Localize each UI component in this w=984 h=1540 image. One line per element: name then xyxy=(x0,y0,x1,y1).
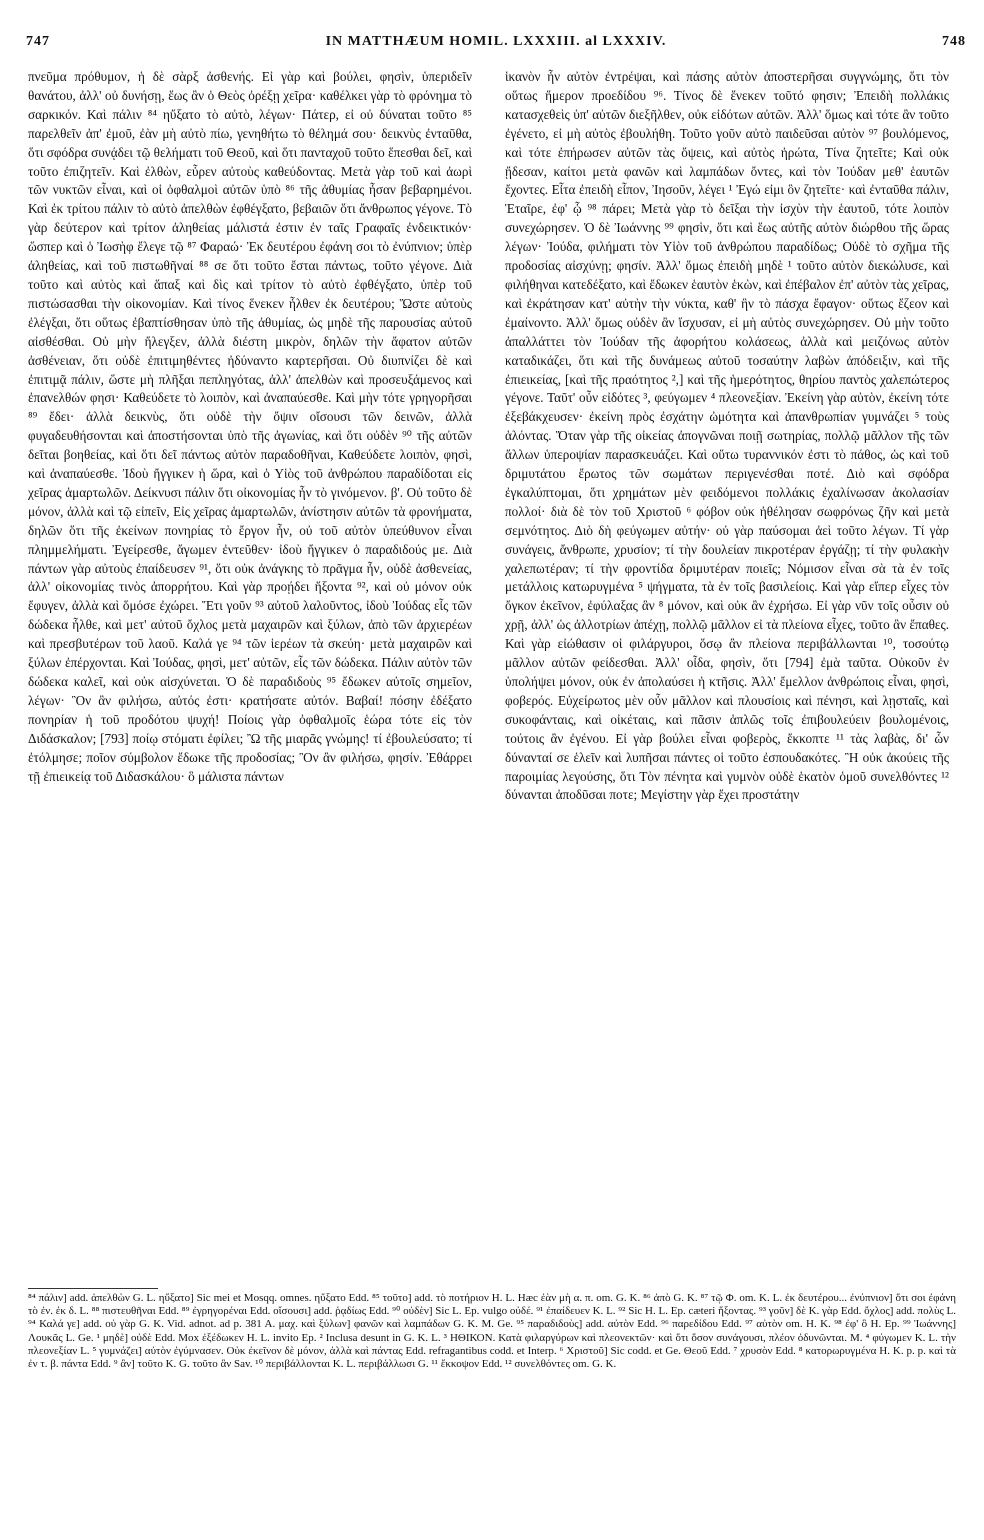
footnotes-text: ⁸⁴ πάλιν] add. ἀπελθὼν G. L. ηὔξατο] Sic mei et Mosqq. omnes. ηὔξατο Edd. ⁸⁵ τοῦτο] add. τὸ ποτήριον H. L. Hæc ἐὰν μὴ α. π. om. G. K. ⁸⁶ ἀπὸ G. K. ⁸⁷ τῷ Φ. om. K. L. ἐκ δευτέρου... ἐνύπνιον] ὅτι σοι ἐφάνη τὸ ἐν. ἐκ δ. L. ⁸⁸ πιστευθῆναι Edd. ⁸⁹ ἐγρηγορέναι Edd. οἴσουσι] add. ῥᾳδίως Edd. ⁹⁰ οὐδὲν] Sic L. Ep. vulgo οὐδέ. ⁹¹ ἐπαίδευεν K. L. ⁹² Sic H. L. Ep. cæteri ἥξοντας. ⁹³ γοῦν] δὲ K. γὰρ Edd. ὄχλος] add. πολὺς L. ⁹⁴ Καλά γε] add. οὐ γὰρ G. K. Vid. adnot. ad p. 381 A. μαχ. καὶ ξύλων] φανῶν καὶ λαμπάδων G. K. M. Ge. ⁹⁵ παραδιδοὺς] add. αὐτὸν Edd. ⁹⁶ παρεδίδου Edd. ⁹⁷ αὐτὸν om. H. K. ⁹⁸ ἐφ' ὃ H. Ep. ⁹⁹ Ἰωάννης] Λουκᾶς L. Ge. ¹ μηδὲ] οὐδὲ Edd. Mox ἐξέδωκεν H. L. invito Ep. ² Inclusa desunt in G. K. L. ³ ΗΘΙΚΟΝ. Κατὰ φιλαργύρων καὶ πλεονεκτῶν· καὶ ὅτι ὅσον συνάγουσι, πλέον ὀδυνῶνται. M. ⁴ φύγωμεν K. L. τὴν πλεονεξίαν L. ⁵ γυμνάζει] αὐτὸν ἐγύμνασεν. Οὐκ ἐκεῖνον δὲ μόνον, ἀλλὰ καὶ πάντας Edd. refragantibus codd. et Interp. ⁶ Χριστοῦ] Sic codd. et Ge. Θεοῦ Edd. ⁷ χρυσὸν Edd. ⁸ κατορωρυγμένα H. K. p. p. καὶ τὰ ἐν τ. β. πάντα Edd. ⁹ ἂν] τοῦτο K. G. τοῦτο ἂν Sav. ¹⁰ περιβάλλονται K. L. περιβάλλωσι G. ¹¹ ἔκκοψον Edd. ¹² συνελθόντες om. G. K. xyxy=(28,1292,956,1371)
footnote-rule xyxy=(28,1288,158,1289)
left-column-text: πνεῦμα πρόθυμον, ἡ δὲ σὰρξ ἀσθενής. Εἰ γὰρ καὶ βούλει, φησὶν, ὑπεριδεῖν θανάτου, ἀλλ' οὐ δυνήσῃ, ἕως ἂν ὁ Θεὸς ὀρέξῃ χεῖρα· καθέλκει γὰρ τὸ φρόνημα τὸ σαρκικόν. Καὶ πάλιν ⁸⁴ ηὔξατο τὸ αὐτὸ, λέγων· Πάτερ, εἰ οὐ δύναται τοῦτο ⁸⁵ παρελθεῖν ἀπ' ἐμοῦ, ἐὰν μὴ αὐτὸ πίω, γενηθήτω τὸ θέλημά σου· δεικνὺς ἐνταῦθα, ὅτι σφόδρα συνᾴδει τῷ θελήματι τοῦ Θεοῦ, καὶ ὅτι πανταχοῦ τοῦτο ἕπεσθαι δεῖ, καὶ τοῦτο ἐπιζητεῖν. Καὶ ἐλθὼν, εὗρεν αὐτοὺς καθεύδοντας. Μετὰ γὰρ τοῦ καὶ ἀωρὶ τῶν νυκτῶν εἶναι, καὶ οἱ ὀφθαλμοὶ αὐτῶν ὑπὸ ⁸⁶ τῆς ἀθυμίας ἦσαν βεβαρημένοι. Καὶ ἐκ τρίτου πάλιν τὸ αὐτὸ ἀπελθὼν ἐφθέγξατο, βεβαιῶν ὅτι ἄνθρωπος γέγονε. Τὸ γὰρ δεύτερον καὶ τρίτον ἀληθείας μάλιστά ἐστιν ἐν ταῖς Γραφαῖς ἐνδεικτικόν· ὥσπερ καὶ ὁ Ἰωσὴφ ἔλεγε τῷ ⁸⁷ Φαραώ· Ἐκ δευτέρου ἐφάνη σοι τὸ ἐνύπνιον; ὑπὲρ ἀληθείας, καὶ τοῦ πιστωθῆναί ⁸⁸ σε ὅτι τοῦτο ἔσται πάντως, τοῦτο γέγονε. Διὰ τοῦτο καὶ αὐτὸς καὶ ἅπαξ καὶ δὶς καὶ τρίτον τὸ αὐτὸ ἐφθέγξατο, ὑπὲρ τοῦ πιστώσασθαι τὴν οἰκονομίαν. Καὶ τίνος ἕνεκεν ἦλθεν ἐκ δευτέρου; Ὥστε αὐτοὺς ἐλέγξαι, ὅτι οὕτως ἐβαπτίσθησαν ὑπὸ τῆς ἀθυμίας, ὡς μηδὲ τῆς παρουσίας αὐτοῦ αἰσθέσθαι. Οὐ μὴν ἤλεγξεν, ἀλλὰ διέστη μικρὸν, δηλῶν τὴν ἄφατον αὐτῶν ἀσθένειαν, ὅτι οὐδὲ ἐπιτιμηθέντες ἠδύναντο καρτερῆσαι. Οὐ διυπνίζει δὲ καὶ ἐπιτιμᾷ πάλιν, ὥστε μὴ πλῆξαι πεπληγότας, ἀλλ' ἀπελθὼν καὶ προσευξάμενος καὶ ἐπανελθών φησι· Καθεύδετε τὸ λοιπὸν, καὶ ἀναπαύεσθε. Καὶ μὴν τότε γρηγορῆσαι ⁸⁹ ἔδει· ἀλλὰ δεικνὺς, ὅτι οὐδὲ τὴν ὄψιν οἴσουσι τῶν δεινῶν, ἀλλὰ φυγαδευθήσονται καὶ ἀποστήσονται ὑπὸ τῆς ἀγωνίας, καὶ ὅτι οὐδὲν ⁹⁰ τῆς αὐτῶν δεῖται βοηθείας, καὶ ὅτι δεῖ πάντως αὐτὸν παραδοθῆναι, Καθεύδετε λοιπὸν, φησὶ, καὶ ἀναπαύεσθε. Ἰδοὺ ἤγγικεν ἡ ὥρα, καὶ ὁ Υἱὸς τοῦ ἀνθρώπου παραδίδοται εἰς χεῖρας ἁμαρτωλῶν. Δείκνυσι πάλιν ὅτι οἰκονομίας ἦν τὸ γινόμενον. β'. Οὐ τοῦτο δὲ μόνον, ἀλλὰ καὶ τῷ εἰπεῖν, Εἰς χεῖρας ἁμαρτωλῶν, ἀνίστησιν αὐτῶν τὰ φρονήματα, δηλῶν ὅτι τῆς ἐκείνων πονηρίας τὸ ἔργον ἦν, οὐ τοῦ αὐτὸν ὑπεύθυνον εἶναι πλημμελήματι. Ἐγείρεσθε, ἄγωμεν ἐντεῦθεν· ἰδοὺ ἤγγικεν ὁ παραδιδούς με. Διὰ πάντων γὰρ αὐτοὺς ἐπαίδευσεν ⁹¹, ὅτι οὐκ ἀνάγκης τὸ πρᾶγμα ἦν, οὐδὲ ἀσθενείας, ἀλλ' οἰκονομίας τινὸς ἀπορρήτου. Καὶ γὰρ προῄδει ἥξοντα ⁹², καὶ οὐ μόνον οὐκ ἔφυγεν, ἀλλὰ καὶ ὅμόσε ἐχώρει. Ἔτι γοῦν ⁹³ αὐτοῦ λαλοῦντος, ἰδοὺ Ἰούδας εἷς τῶν δώδεκα ἦλθε, καὶ μετ' αὐτοῦ ὄχλος μετὰ μαχαιρῶν καὶ ξύλων, ἀπὸ τῶν ἀρχιερέων καὶ πρεσβυτέρων τοῦ λαοῦ. Καλά γε ⁹⁴ τῶν ἱερέων τὰ σκεύη· μετὰ μαχαιρῶν καὶ ξύλων ἐπέρχονται. Καὶ Ἰούδας, φησὶ, μετ' αὐτῶν, εἷς τῶν δώδεκα. Πάλιν αὐτὸν τῶν δώδεκα καλεῖ, καὶ οὐκ αἰσχύνεται. Ὁ δὲ παραδιδοὺς ⁹⁵ ἔδωκεν αὐτοῖς σημεῖον, λέγων· Ὃν ἂν φιλήσω, αὐτός ἐστι· κρατήσατε αὐτόν. Βαβαί! πόσην ἐδέξατο πονηρίαν ἡ τοῦ προδότου ψυχή! Ποίοις γὰρ ὀφθαλμοῖς ἑώρα τότε εἰς τὸν Διδάσκαλον; [793] ποίῳ στόματι ἐφίλει; Ὢ τῆς μιαρᾶς γνώμης! τί ἐβουλεύσατο; τί ἐτόλμησε; ποῖον σύμβολον ἔδωκε τῆς προδοσίας; Ὃν ἂν φιλήσω, φησίν. Ἐθάρρει τῇ ἐπιεικείᾳ τοῦ Διδασκάλου· ὃ μάλιστα πάντων xyxy=(28,69,472,784)
right-column-text: ἱκανὸν ἦν αὐτὸν ἐντρέψαι, καὶ πάσης αὐτὸν ἀποστερῆσαι συγγνώμης, ὅτι τὸν οὕτως ἥμερον προεδίδου ⁹⁶. Τίνος δὲ ἕνεκεν τοῦτό φησιν; Ἐπειδὴ πολλάκις κατασχεθεὶς ὑπ' αὐτῶν διεξῆλθεν, οὐκ εἰδότων αὐτῶν. Ἀλλ' ὅμως καὶ τότε ἂν τοῦτο ἐγένετο, εἰ μὴ αὐτὸς ἐβουλήθη. Τοῦτο γοῦν αὐτὸ παιδεῦσαι αὐτὸν ⁹⁷ βουλόμενος, καὶ τότε ἐπήρωσεν αὐτῶν τὰς ὄψεις, καὶ αὐτὸς ἠρώτα, Τίνα ζητεῖτε; Καὶ οὐκ ᾔδεσαν, καίτοι μετὰ φανῶν καὶ λαμπάδων ὄντες, καὶ τὸν Ἰούδαν μεθ' ἑαυτῶν ἔχοντες. Εἶτα ἐπειδὴ εἶπον, Ἰησοῦν, λέγει ¹ Ἐγώ εἰμι ὃν ζητεῖτε· καὶ ἐνταῦθα πάλιν, Ἑταῖρε, ἐφ' ᾧ ⁹⁸ πάρει; Μετὰ γὰρ τὸ δεῖξαι τὴν ἰσχὺν τὴν ἑαυτοῦ, τότε λοιπὸν συνεχώρησεν. Ὁ δὲ Ἰωάννης ⁹⁹ φησὶν, ὅτι καὶ ἕως αὐτῆς αὐτὸν διώρθου τῆς ὥρας λέγων· Ἰούδα, φιλήματι τὸν Υἱὸν τοῦ ἀνθρώπου παραδίδως; Οὐδὲ τὸ σχῆμα τῆς προδοσίας αἰσχύνῃ; φησίν. Ἀλλ' ὅμως ἐπειδὴ μηδὲ ¹ τοῦτο αὐτὸν διεκώλυσε, καὶ φιλήθηναι κατεδέξατο, καὶ ἔδωκεν ἑαυτὸν ἑκὼν, καὶ ἐπέβαλον ἐπ' αὐτὸν τὰς χεῖρας, καὶ ἐκράτησαν κατ' αὐτὴν τὴν νύκτα, καθ' ἣν τὸ πάσχα ἔφαγον· οὕτως ἔζεον καὶ ἐμαίνοντο. Ἀλλ' ὅμως οὐδὲν ἂν ἴσχυσαν, εἰ μὴ αὐτὸς συνεχώρησεν. Οὐ μὴν τοῦτο ἀπαλλάττει τὸν Ἰούδαν τῆς ἀφορήτου κολάσεως, ἀλλὰ καὶ μειζόνως αὐτὸν καταδικάζει, ὅτι καὶ τῆς δυνάμεως αὐτοῦ τοσαύτην λαβὼν ἀπόδειξιν, καὶ τῆς ἐπιεικείας, [καὶ τῆς πραότητος ²,] καὶ τῆς ἡμερότητος, θηρίου παντὸς χαλεπώτερος γέγονε. Ταῦτ' οὖν εἰδότες ³, φεύγωμεν ⁴ πλεονεξίαν. Ἐκείνη γὰρ αὐτὸν, ἐκείνη τότε ἐξεβάκχευσεν· ἐκείνη πρὸς ἐσχάτην ὠμότητα καὶ ἀπανθρωπίαν γυμνάζει ⁵ τοὺς ἁλόντας. Ὅταν γὰρ τῆς οἰκείας ἀπογνῶναι ποιῇ σωτηρίας, πολλῷ μᾶλλον τῆς τῶν ἄλλων ὑπεροψίαν παρασκευάζει. Καὶ οὕτω τυραννικόν ἐστι τὸ πάθος, ὡς καὶ τοῦ δριμυτάτου ἔρωτος τῶν σωμάτων περιγενέσθαι ποτέ. Διὸ καὶ σφόδρα ἐγκαλύπτομαι, ὅτι χρημάτων μὲν φειδόμενοι πολλάκις ἐχαλίνωσαν ἀκολασίαν πολλοί· διὰ δὲ τὸν τοῦ Χριστοῦ ⁶ φόβον οὐκ ἠθέλησαν σωφρόνως ζῆν καὶ μετὰ σεμνότητος. Διὸ δὴ φεύγωμεν αὐτήν· οὐ γὰρ παύσομαι ἀεὶ τοῦτο λέγων. Τί γὰρ συνάγεις, ἄνθρωπε, χρυσίον; τί τὴν δουλείαν πικροτέραν ἐργάζῃ; τί τὴν φυλακὴν χαλεπωτέραν; τί τὴν φροντίδα δριμυτέραν ποιεῖς; Νόμισον εἶναι σὰ τὰ ἐν τοῖς μετάλλοις κατωρυγμένα ⁵ ψήγματα, τὰ ἐν τοῖς βασιλείοις. Καὶ γὰρ εἴπερ εἶχες τὸν ὄγκον ἐκεῖνον, ἐφύλαξας ἂν ⁸ μόνον, καὶ οὐκ ἂν ἐχρήσω. Εἰ γὰρ νῦν τοῖς οὖσιν οὐ χρῇ, ἀλλ' ὡς ἀλλοτρίων ἀπέχῃ, πολλῷ μᾶλλον εἰ τὰ πλείονα εἶχες, τοῦτο ἂν ἔπαθες. Καὶ γὰρ εἰώθασιν οἱ φιλάργυροι, ὅσῳ ἂν πλείονα περιβάλλωνται ¹⁰, τοσούτῳ μᾶλλον αὐτῶν φείδεσθαι. Ἀλλ' οἶδα, φησὶν, ὅτι [794] ἐμὰ ταῦτα. Οὐκοῦν ἐν ὑπολήψει μόνον, οὐκ ἐν ἀπολαύσει ἡ κτῆσις. Ἀλλ' ἔμελλον ἀνθρώποις εἶναι, φησὶ, φοβερός. Εὐχείρωτος μὲν οὖν μᾶλλον καὶ πλουσίοις καὶ πένησι, καὶ λῃσταῖς, καὶ συκοφάνταις, καὶ οἰκέταις, καὶ πᾶσιν ἁπλῶς τοῖς ἐπιβουλεύειν βουλομένοις, τούτοις ἂν ἐγένου. Εἰ γὰρ βούλει εἶναι φοβερὸς, ἔκκοπτε ¹¹ τὰς λαβὰς, δι' ὧν δύνανταί σε ἑλεῖν καὶ λυπῆσαι πάντες οἱ τοῦτο ἐσπουδακότες. Ἢ οὐκ ἀκούεις τῆς παροιμίας λεγούσης, ὅτι Τὸν πένητα καὶ γυμνὸν οὐδὲ ἑκατὸν ὁμοῦ συνελθόντες ¹² δύνανται ἀποδῦσαι ποτε; Μεγίστην γὰρ ἔχει προστάτην xyxy=(505,69,949,803)
left-text-column xyxy=(28,68,472,786)
running-title: IN MATTHÆUM HOMIL. LXXXIII. al LXXXIV. xyxy=(325,34,667,49)
page-number-left: 747 xyxy=(26,34,50,49)
page-header xyxy=(26,34,966,54)
right-text-column xyxy=(505,68,949,805)
page-number-right: 748 xyxy=(942,34,966,49)
footnotes xyxy=(28,1292,956,1371)
